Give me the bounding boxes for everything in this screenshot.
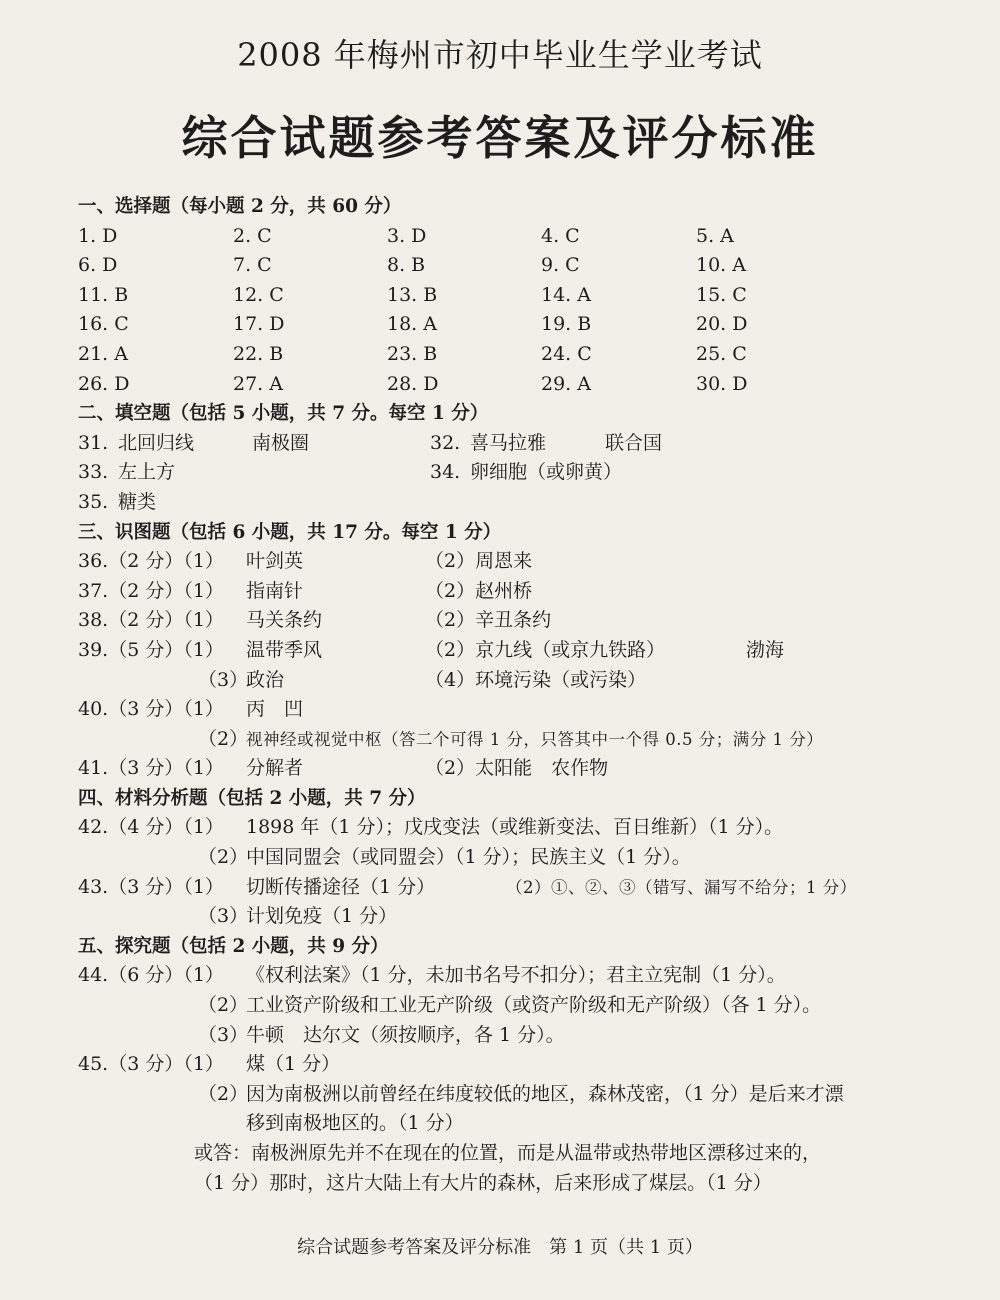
answer-text: 《权利法案》（1 分，未加书名号不扣分）；君主立宪制（1 分）。: [246, 964, 786, 987]
mc-answer: 18. A: [387, 313, 437, 336]
question-number: 33.: [78, 461, 109, 484]
answer-row: [78, 666, 968, 696]
mc-answer: 19. B: [541, 313, 592, 336]
mc-answer: 17. D: [233, 313, 285, 336]
mc-answer: 25. C: [696, 342, 747, 365]
answer-text: 指南针: [246, 579, 304, 602]
fill-row: [78, 429, 968, 459]
answer-text: 南极圈: [252, 431, 310, 454]
question-head: 40.（3 分）（1）: [78, 698, 224, 721]
question-head: 41.（3 分）（1）: [78, 757, 224, 780]
fill-row: [78, 488, 968, 518]
answer-text: 计划免疫（1 分）: [246, 905, 398, 928]
answer-row: [78, 725, 968, 755]
answer-text: 温带季风: [246, 638, 323, 661]
answer-text: 视神经或视觉中枢（答二个可得 1 分，只答其中一个得 0.5 分；满分 1 分）: [246, 729, 824, 749]
mc-answer: 23. B: [387, 342, 438, 365]
answer-text: 中国同盟会（或同盟会）（1 分）；民族主义（1 分）。: [246, 846, 691, 869]
mc-row: [78, 222, 968, 252]
mc-row: [78, 370, 968, 400]
answer-text: 牛顿 达尔文（须按顺序，各 1 分）。: [246, 1023, 565, 1046]
question-number: 35.: [78, 490, 109, 513]
answer-row: [78, 1169, 968, 1199]
mc-answer: 11. B: [78, 283, 129, 306]
answer-row: [78, 695, 968, 725]
answer-row: [78, 873, 968, 903]
question-head: 44.（6 分）（1）: [78, 964, 224, 987]
section-heading-picture: 三、识图题（包括 6 小题，共 17 分。每空 1 分）: [78, 521, 502, 543]
mc-answer: 28. D: [387, 372, 439, 395]
answer-content: [78, 192, 968, 1198]
question-number: 32.: [430, 431, 461, 454]
page-footer: 综合试题参考答案及评分标准 第 1 页（共 1 页）: [297, 1237, 703, 1258]
question-head: （2）: [198, 1082, 249, 1105]
mc-row: [78, 251, 968, 281]
question-number: 31.: [78, 431, 109, 454]
mc-answer: 29. A: [541, 372, 591, 395]
mc-answer: 12. C: [233, 283, 284, 306]
mc-answer: 1. D: [78, 224, 118, 247]
mc-answer: 9. C: [541, 254, 580, 277]
mc-answer: 5. A: [696, 224, 734, 247]
answer-text: （4）环境污染（或污染）: [425, 668, 647, 691]
mc-answer: 2. C: [233, 224, 272, 247]
question-head: （2）: [198, 994, 249, 1017]
section-heading-choice: 一、选择题（每小题 2 分，共 60 分）: [78, 196, 402, 217]
mc-answer: 24. C: [541, 342, 592, 365]
answer-row: [78, 813, 968, 843]
answer-text: （2）太阳能 农作物: [425, 757, 609, 780]
answer-text: 1898 年（1 分）；戊戌变法（或维新变法、百日维新）（1 分）。: [246, 816, 784, 839]
section-heading-inquiry: 五、探究题（包括 2 小题，共 9 分）: [78, 935, 389, 957]
answer-row: [78, 991, 968, 1021]
answer-text: （2）周恩来: [425, 550, 533, 573]
document-title: 综合试题参考答案及评分标准: [181, 111, 819, 165]
answer-text: 丙 凹: [246, 698, 304, 721]
answer-text: 渤海: [746, 638, 785, 661]
fill-row: [78, 458, 968, 488]
question-head: 43.（3 分）（1）: [78, 875, 224, 898]
answer-text: 因为南极洲以前曾经在纬度较低的地区，森林茂密，（1 分）是后来才漂: [246, 1082, 844, 1105]
question-head: 45.（3 分）（1）: [78, 1053, 224, 1076]
answer-text: 分解者: [246, 757, 304, 780]
answer-text: 马关条约: [246, 609, 323, 632]
mc-answer: 16. C: [78, 313, 129, 336]
question-head: 38.（2 分）（1）: [78, 609, 224, 632]
mc-answer: 3. D: [387, 224, 427, 247]
question-number: 34.: [430, 461, 461, 484]
answer-row: [78, 547, 968, 577]
answer-row: [78, 636, 968, 666]
answer-text: 切断传播途径（1 分）: [246, 875, 436, 898]
mc-answer: 6. D: [78, 254, 118, 277]
question-head: （3）: [198, 1023, 249, 1046]
answer-row: [78, 754, 968, 784]
answer-text: （1 分）那时，这片大陆上有大片的森林，后来形成了煤层。（1 分）: [194, 1171, 772, 1194]
mc-answer: 4. C: [541, 224, 580, 247]
mc-answer: 10. A: [696, 254, 746, 277]
answer-row: [78, 902, 968, 932]
mc-answer: 20. D: [696, 313, 748, 336]
mc-answer: 8. B: [387, 254, 426, 277]
answer-text: （2）赵州桥: [425, 579, 533, 602]
answer-text: 联合国: [605, 431, 663, 454]
question-head: 39.（5 分）（1）: [78, 638, 224, 661]
mc-answer: 27. A: [233, 372, 283, 395]
mc-answer: 21. A: [78, 342, 128, 365]
answer-row: [78, 1080, 968, 1110]
mc-answer: 26. D: [78, 372, 130, 395]
mc-answer: 22. B: [233, 342, 284, 365]
mc-row: [78, 340, 968, 370]
answer-text: 左上方: [118, 461, 176, 484]
answer-text: 工业资产阶级和工业无产阶级（或资产阶级和无产阶级）（各 1 分）。: [246, 994, 822, 1017]
question-head: 37.（2 分）（1）: [78, 579, 224, 602]
mc-row: [78, 281, 968, 311]
answer-text: 卵细胞（或卵黄）: [470, 461, 623, 484]
answer-row: [78, 577, 968, 607]
mc-answer: 14. A: [541, 283, 591, 306]
answer-text: （2）辛丑条约: [425, 609, 552, 632]
mc-answer: 7. C: [233, 254, 272, 277]
answer-text: 北回归线: [118, 431, 195, 454]
answer-text: （2）①、②、③（错写、漏写不给分；1 分）: [506, 877, 857, 897]
question-head: （2）: [198, 846, 249, 869]
answer-text: 移到南极地区的。（1 分）: [246, 1112, 464, 1135]
question-head: （3）: [198, 905, 249, 928]
answer-row: [78, 1139, 968, 1169]
answer-text: 煤（1 分）: [246, 1053, 341, 1076]
exam-title: 2008 年梅州市初中毕业生学业考试: [237, 36, 763, 74]
section-heading-fill: 二、填空题（包括 5 小题，共 7 分。每空 1 分）: [78, 403, 489, 425]
answer-row: [78, 1050, 968, 1080]
answer-row: [78, 1109, 968, 1139]
question-head: 42.（4 分）（1）: [78, 816, 224, 839]
answer-text: 喜马拉雅: [470, 431, 547, 454]
answer-text: 叶剑英: [246, 550, 304, 573]
answer-row: [78, 843, 968, 873]
answer-text: 糖类: [118, 490, 157, 513]
answer-row: [78, 961, 968, 991]
question-head: （2）: [198, 727, 249, 750]
answer-row: [78, 606, 968, 636]
mc-row: [78, 310, 968, 340]
question-head: （3）: [198, 668, 249, 691]
mc-answer: 15. C: [696, 283, 747, 306]
mc-answer: 30. D: [696, 372, 748, 395]
answer-text: （2）京九线（或京九铁路）: [425, 638, 666, 661]
answer-text: 或答：南极洲原先并不在现在的位置，而是从温带或热带地区漂移过来的，: [194, 1142, 822, 1164]
answer-row: [78, 1021, 968, 1051]
section-heading-material: 四、材料分析题（包括 2 小题，共 7 分）: [78, 787, 426, 809]
answer-text: 政治: [246, 668, 285, 691]
question-head: 36.（2 分）（1）: [78, 550, 224, 573]
mc-answer: 13. B: [387, 283, 438, 306]
